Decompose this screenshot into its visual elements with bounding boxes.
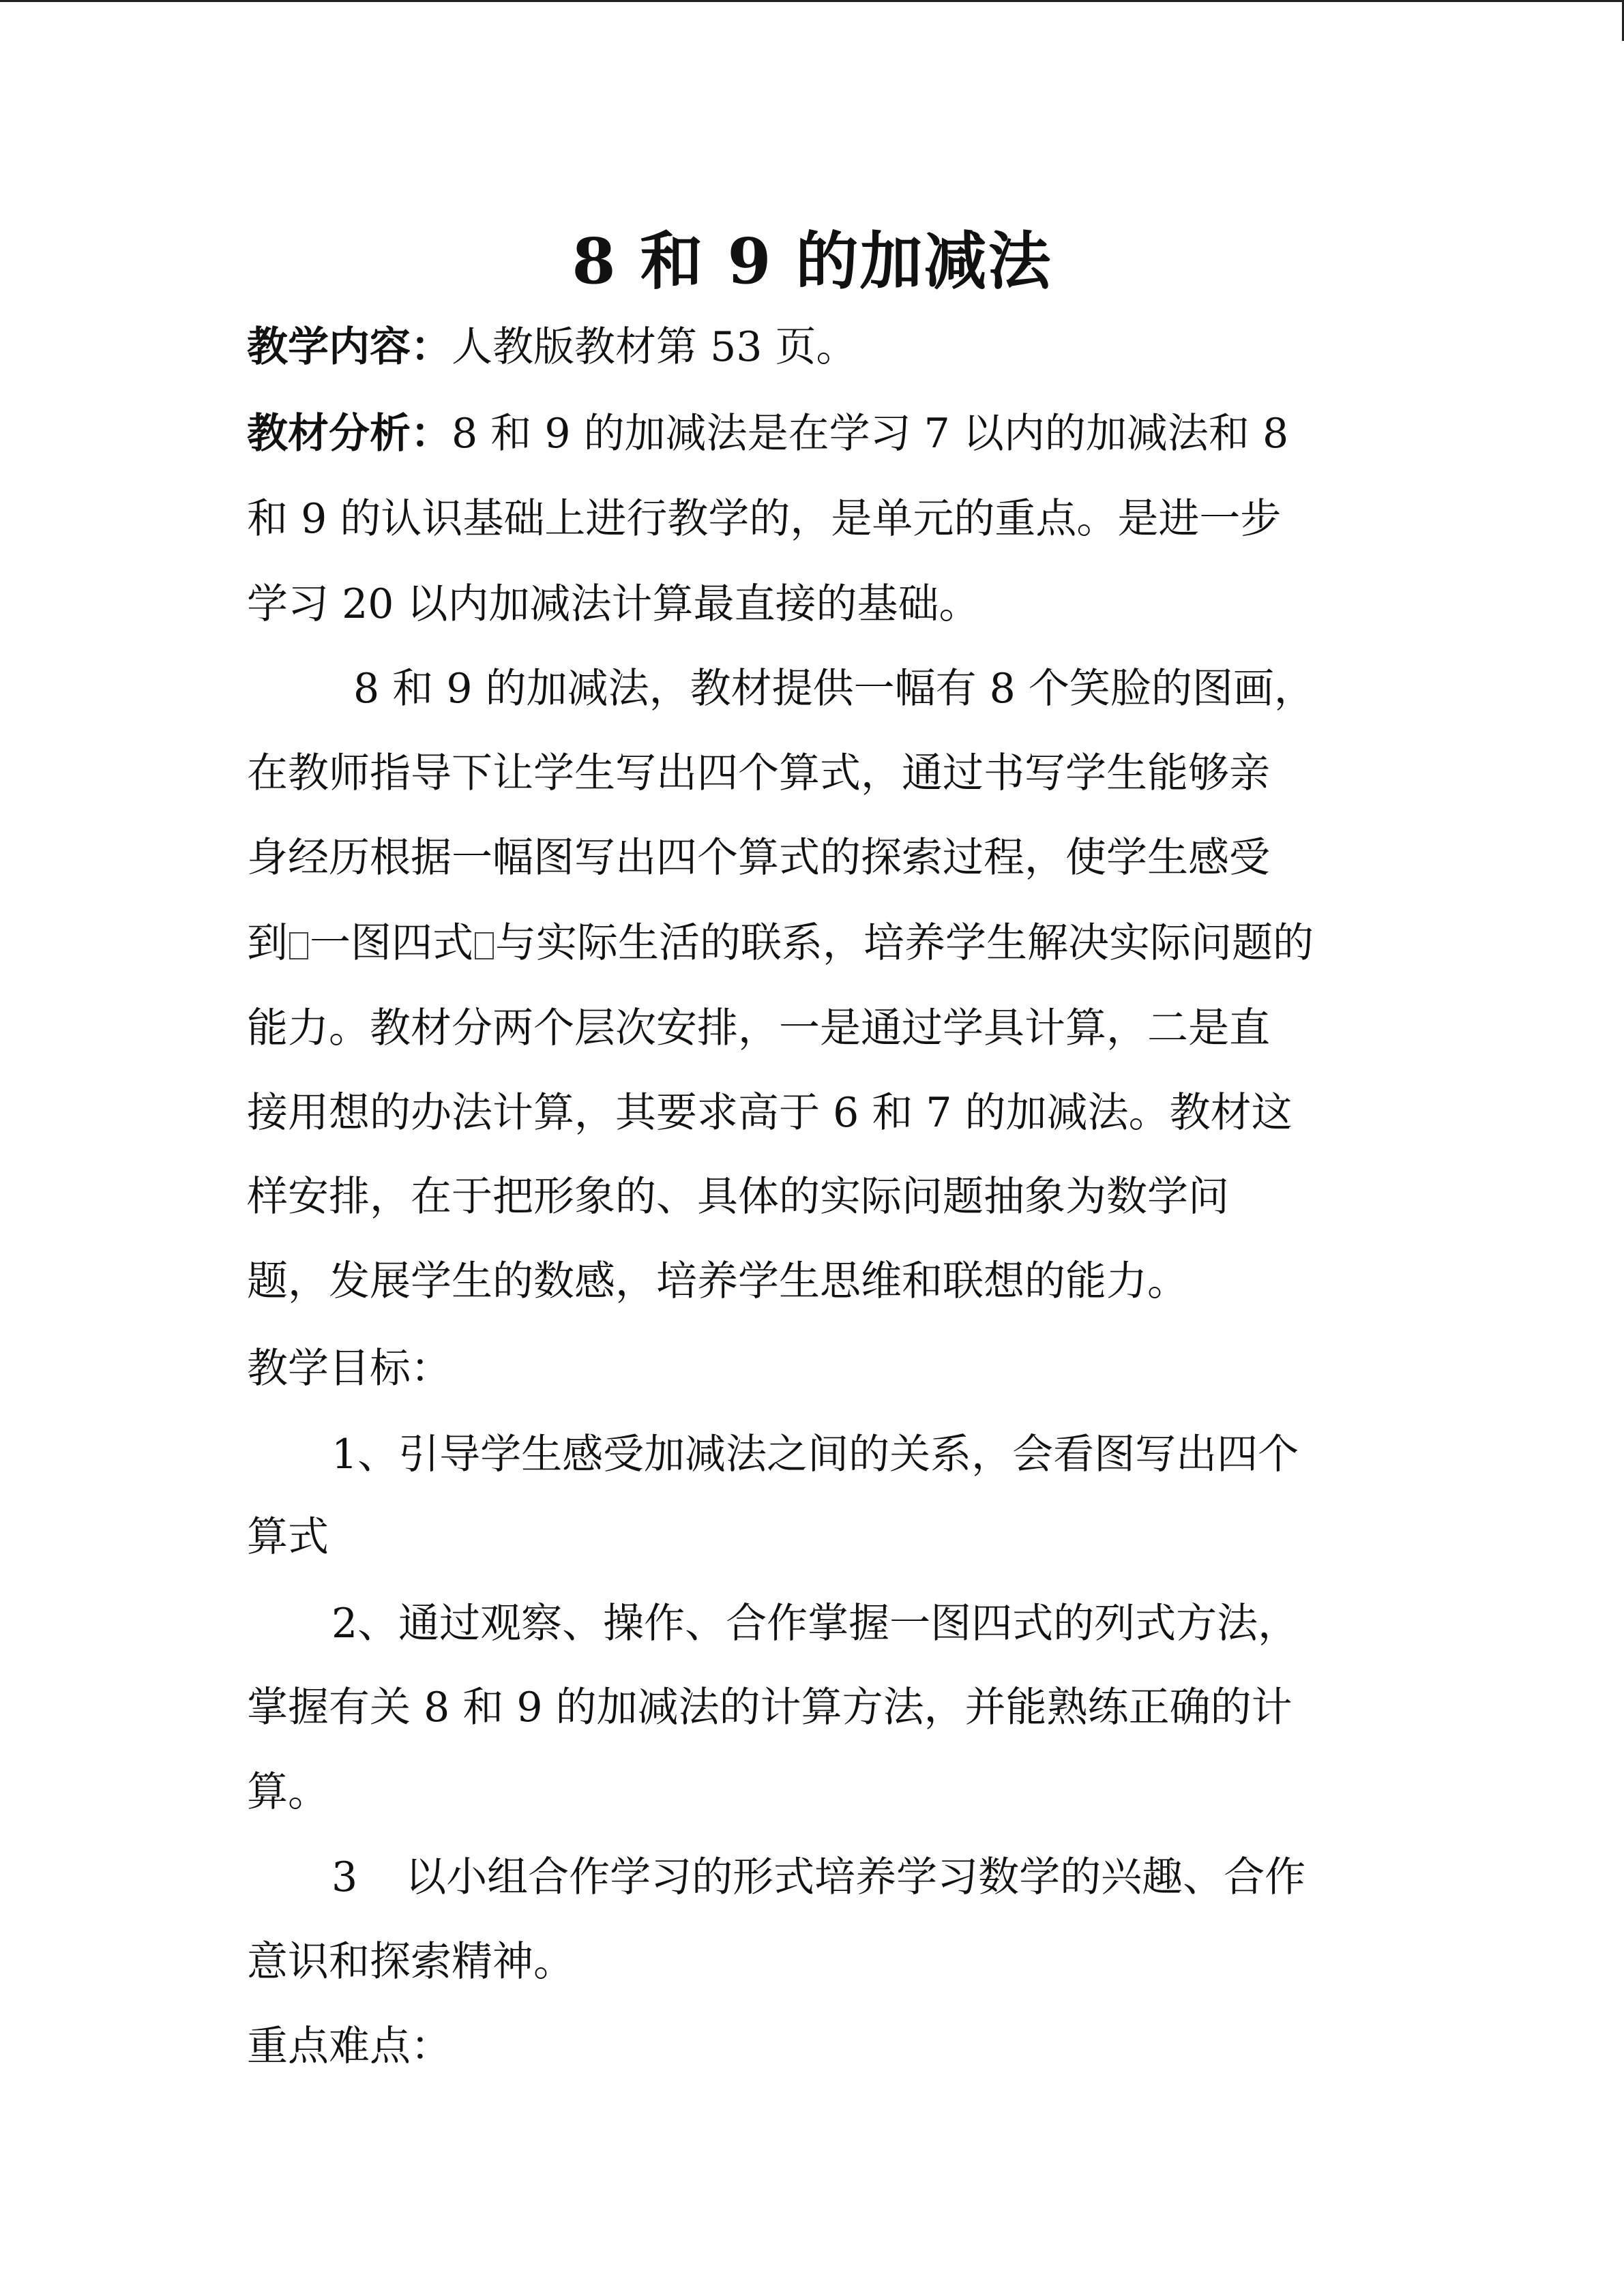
material-analysis-text-1: 8 和 9 的加减法是在学习 7 以内的加减法和 8 bbox=[452, 410, 1289, 458]
paragraph2-line-7: 样安排，在于把形象的、具体的实际问题抽象为数学问 bbox=[247, 1173, 1229, 1221]
paragraph2-line-4-end: 与实际生活的联系，培养学生解决实际问题的 bbox=[495, 919, 1314, 967]
key-points-heading: 重点难点： bbox=[247, 2023, 452, 2070]
missing-glyph-box-icon bbox=[289, 932, 308, 959]
material-analysis-line-2: 和 9 的认识基础上进行教学的，是单元的重点。是进一步 bbox=[247, 495, 1282, 543]
goal-1-line-1: 1、引导学生感受加减法之间的关系，会看图写出四个 bbox=[331, 1431, 1299, 1478]
paragraph2-line-5: 能力。教材分两个层次安排，一是通过学具计算，二是直 bbox=[247, 1004, 1270, 1052]
teaching-content-label: 教学内容： bbox=[247, 323, 452, 371]
teaching-content-line bbox=[247, 316, 857, 378]
page-title: 8 和 9 的加减法 bbox=[572, 224, 1052, 298]
paragraph2-line-1: 8 和 9 的加减法，教材提供一幅有 8 个笑脸的图画， bbox=[353, 665, 1315, 713]
paragraph2-line-6: 接用想的办法计算，其要求高于 6 和 7 的加减法。教材这 bbox=[247, 1089, 1293, 1137]
goal-1-line-2: 算式 bbox=[247, 1513, 329, 1561]
goal-3-line-1 bbox=[331, 1847, 1305, 1908]
goal-2-line-3: 算。 bbox=[247, 1768, 329, 1816]
material-analysis-line-3: 学习 20 以内加减法计算最直接的基础。 bbox=[247, 580, 980, 628]
material-analysis-line-1 bbox=[247, 403, 1288, 464]
goal-3-number: 3 bbox=[331, 1853, 358, 1901]
paragraph2-line-4-middle: 一图四式 bbox=[310, 919, 473, 967]
paragraph2-line-4-start: 到 bbox=[247, 919, 288, 967]
goal-3-line-2: 意识和探索精神。 bbox=[247, 1938, 574, 1986]
top-border-line bbox=[0, 0, 1624, 2]
teaching-content-text: 人教版教材第 53 页。 bbox=[452, 323, 857, 371]
goals-heading: 教学目标： bbox=[247, 1345, 452, 1392]
paragraph2-line-4 bbox=[247, 912, 1314, 974]
paragraph2-line-3: 身经历根据一幅图写出四个算式的探索过程，使学生感受 bbox=[247, 834, 1270, 882]
goal-3-text: 以小组合作学习的形式培养学习数学的兴趣、合作 bbox=[405, 1853, 1306, 1901]
goal-2-line-2: 掌握有关 8 和 9 的加减法的计算方法，并能熟练正确的计 bbox=[247, 1684, 1293, 1731]
paragraph2-line-2: 在教师指导下让学生写出四个算式，通过书写学生能够亲 bbox=[247, 749, 1270, 797]
missing-glyph-box-icon bbox=[475, 932, 494, 959]
paragraph2-line-8: 题，发展学生的数感，培养学生思维和联想的能力。 bbox=[247, 1257, 1188, 1305]
goal-2-line-1: 2、通过观察、操作、合作掌握一图四式的列式方法， bbox=[331, 1600, 1299, 1648]
material-analysis-label: 教材分析： bbox=[247, 410, 452, 458]
